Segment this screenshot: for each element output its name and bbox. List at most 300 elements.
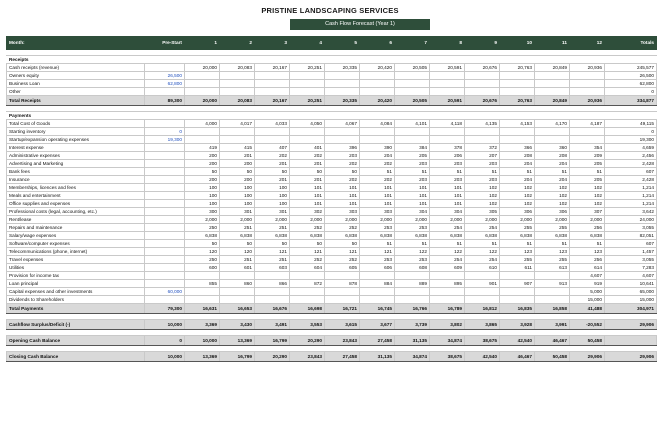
cell-value[interactable]: 50 bbox=[255, 240, 290, 248]
cell-value[interactable]: 50,458 bbox=[570, 336, 605, 346]
cell-value[interactable]: 121 bbox=[290, 248, 325, 256]
cell-value[interactable]: 20,000 bbox=[185, 96, 220, 106]
cell-value[interactable] bbox=[255, 80, 290, 88]
cell-value[interactable]: 3,677 bbox=[360, 320, 395, 330]
cell-value[interactable]: 4,000 bbox=[185, 120, 220, 128]
cell-value[interactable]: 202 bbox=[360, 176, 395, 184]
cell-value[interactable]: 6,838 bbox=[325, 232, 360, 240]
cell-value[interactable]: 250 bbox=[185, 224, 220, 232]
cell-value[interactable]: 255 bbox=[500, 256, 535, 264]
cell-value[interactable]: 20,251 bbox=[290, 64, 325, 72]
cell-value[interactable] bbox=[145, 144, 185, 152]
cell-value[interactable]: 6,838 bbox=[465, 232, 500, 240]
cell-value[interactable]: 120 bbox=[185, 248, 220, 256]
cell-value[interactable]: 3,642 bbox=[605, 208, 657, 216]
cell-value[interactable]: 101 bbox=[290, 184, 325, 192]
cell-value[interactable] bbox=[145, 152, 185, 160]
cell-value[interactable] bbox=[255, 88, 290, 96]
cell-value[interactable]: 102 bbox=[570, 200, 605, 208]
cell-value[interactable]: 101 bbox=[430, 192, 465, 200]
row-label[interactable]: Travel expenses bbox=[7, 256, 145, 264]
cell-value[interactable]: 2,000 bbox=[290, 216, 325, 224]
cell-value[interactable] bbox=[430, 72, 465, 80]
cell-value[interactable]: 51 bbox=[465, 240, 500, 248]
cell-value[interactable]: 101 bbox=[325, 184, 360, 192]
cell-value[interactable] bbox=[145, 280, 185, 288]
row-label[interactable]: Software/computer expenses bbox=[7, 240, 145, 248]
row-label[interactable]: Dividends to Shareholders bbox=[7, 296, 145, 304]
cell-value[interactable]: 102 bbox=[465, 184, 500, 192]
row-label[interactable]: Telecommunications (phone, internet) bbox=[7, 248, 145, 256]
cell-value[interactable]: 50 bbox=[325, 240, 360, 248]
cell-value[interactable]: 20,290 bbox=[255, 352, 290, 362]
cell-value[interactable]: 101 bbox=[360, 192, 395, 200]
cell-value[interactable] bbox=[465, 80, 500, 88]
cell-value[interactable]: 2,428 bbox=[605, 176, 657, 184]
cell-value[interactable]: 101 bbox=[360, 184, 395, 192]
cell-value[interactable] bbox=[535, 288, 570, 296]
cell-value[interactable]: 42,540 bbox=[465, 352, 500, 362]
cell-value[interactable]: 303 bbox=[325, 208, 360, 216]
cell-value[interactable]: 51 bbox=[535, 168, 570, 176]
cell-value[interactable]: 100 bbox=[255, 192, 290, 200]
cell-value[interactable]: 4,135 bbox=[465, 120, 500, 128]
cell-value[interactable] bbox=[145, 248, 185, 256]
cell-value[interactable]: 4,607 bbox=[605, 272, 657, 280]
cell-value[interactable] bbox=[220, 128, 255, 136]
cell-value[interactable]: 415 bbox=[220, 144, 255, 152]
cell-value[interactable] bbox=[360, 136, 395, 144]
cell-value[interactable]: 609 bbox=[430, 264, 465, 272]
cell-value[interactable] bbox=[145, 296, 185, 304]
cell-value[interactable] bbox=[185, 296, 220, 304]
cell-value[interactable]: 16,835 bbox=[500, 304, 535, 314]
cell-value[interactable]: 50 bbox=[290, 240, 325, 248]
cell-value[interactable]: 605 bbox=[325, 264, 360, 272]
row-label[interactable]: Memberships, licences and fees bbox=[7, 184, 145, 192]
cell-value[interactable] bbox=[325, 80, 360, 88]
cell-value[interactable] bbox=[290, 136, 325, 144]
cell-value[interactable]: 122 bbox=[430, 248, 465, 256]
cell-value[interactable]: 100 bbox=[220, 184, 255, 192]
cell-value[interactable]: 872 bbox=[290, 280, 325, 288]
cell-value[interactable]: 611 bbox=[500, 264, 535, 272]
cell-value[interactable]: 255 bbox=[535, 256, 570, 264]
cell-value[interactable]: 2,000 bbox=[255, 216, 290, 224]
row-label[interactable]: Cash receipts (revenue) bbox=[7, 64, 145, 72]
cell-value[interactable]: 102 bbox=[500, 200, 535, 208]
cell-value[interactable] bbox=[605, 336, 657, 346]
cell-value[interactable] bbox=[395, 288, 430, 296]
cell-value[interactable]: 46,467 bbox=[500, 352, 535, 362]
cell-value[interactable]: 29,906 bbox=[605, 352, 657, 362]
row-label[interactable]: Business Loan bbox=[7, 80, 145, 88]
cell-value[interactable]: 51 bbox=[360, 168, 395, 176]
cell-value[interactable]: 16,698 bbox=[290, 304, 325, 314]
cell-value[interactable] bbox=[500, 272, 535, 280]
cell-value[interactable]: 60,000 bbox=[145, 288, 185, 296]
cell-value[interactable]: 200 bbox=[220, 160, 255, 168]
cell-value[interactable]: 202 bbox=[325, 160, 360, 168]
cell-value[interactable]: 15,000 bbox=[570, 296, 605, 304]
cell-value[interactable]: 372 bbox=[465, 144, 500, 152]
cell-value[interactable]: 200 bbox=[220, 176, 255, 184]
cell-value[interactable]: 1,214 bbox=[605, 184, 657, 192]
cell-value[interactable]: 2,428 bbox=[605, 160, 657, 168]
cell-value[interactable]: 254 bbox=[465, 256, 500, 264]
cell-value[interactable]: 855 bbox=[185, 280, 220, 288]
cell-value[interactable] bbox=[220, 80, 255, 88]
cell-value[interactable]: 23,843 bbox=[290, 352, 325, 362]
row-label[interactable]: Repairs and maintenance bbox=[7, 224, 145, 232]
cell-value[interactable] bbox=[430, 128, 465, 136]
row-label[interactable]: Professional costs (legal, accounting, etc.) bbox=[7, 208, 145, 216]
cell-value[interactable]: 16,653 bbox=[220, 304, 255, 314]
cell-value[interactable] bbox=[360, 296, 395, 304]
cell-value[interactable]: 601 bbox=[220, 264, 255, 272]
cell-value[interactable]: 13,369 bbox=[185, 352, 220, 362]
cell-value[interactable]: 205 bbox=[570, 160, 605, 168]
cell-value[interactable]: 2,000 bbox=[570, 216, 605, 224]
cell-value[interactable] bbox=[255, 296, 290, 304]
cell-value[interactable]: 306 bbox=[535, 208, 570, 216]
cell-value[interactable]: 31,135 bbox=[360, 352, 395, 362]
cell-value[interactable]: 31,135 bbox=[395, 336, 430, 346]
cell-value[interactable]: 62,800 bbox=[145, 80, 185, 88]
cell-value[interactable]: 207 bbox=[465, 152, 500, 160]
cell-value[interactable]: 16,745 bbox=[360, 304, 395, 314]
cell-value[interactable]: 51 bbox=[360, 240, 395, 248]
cell-value[interactable]: 100 bbox=[255, 200, 290, 208]
cell-value[interactable]: 101 bbox=[430, 200, 465, 208]
cell-value[interactable]: 15,000 bbox=[605, 296, 657, 304]
cell-value[interactable] bbox=[500, 296, 535, 304]
cell-value[interactable] bbox=[145, 200, 185, 208]
cell-value[interactable] bbox=[535, 88, 570, 96]
cell-value[interactable]: 51 bbox=[570, 240, 605, 248]
row-label[interactable]: Starting inventory bbox=[7, 128, 145, 136]
cell-value[interactable]: 10,641 bbox=[605, 280, 657, 288]
cell-value[interactable] bbox=[220, 72, 255, 80]
cell-value[interactable]: 204 bbox=[500, 160, 535, 168]
cell-value[interactable] bbox=[395, 88, 430, 96]
cell-value[interactable]: 20,849 bbox=[535, 64, 570, 72]
cell-value[interactable]: 121 bbox=[325, 248, 360, 256]
cell-value[interactable]: 20,676 bbox=[465, 64, 500, 72]
cell-value[interactable]: 390 bbox=[360, 144, 395, 152]
cell-value[interactable]: 102 bbox=[535, 184, 570, 192]
cell-value[interactable]: 16,676 bbox=[255, 304, 290, 314]
cell-value[interactable]: 102 bbox=[570, 192, 605, 200]
cell-value[interactable]: 3,369 bbox=[185, 320, 220, 330]
cell-value[interactable]: 6,838 bbox=[430, 232, 465, 240]
cell-value[interactable] bbox=[185, 72, 220, 80]
cell-value[interactable]: 34,874 bbox=[430, 336, 465, 346]
cell-value[interactable]: 16,721 bbox=[325, 304, 360, 314]
cell-value[interactable] bbox=[290, 80, 325, 88]
cell-value[interactable]: 3,491 bbox=[255, 320, 290, 330]
cell-value[interactable]: 50 bbox=[220, 240, 255, 248]
cell-value[interactable]: 82,051 bbox=[605, 232, 657, 240]
cell-value[interactable]: 27,458 bbox=[360, 336, 395, 346]
cell-value[interactable] bbox=[500, 136, 535, 144]
cell-value[interactable] bbox=[325, 72, 360, 80]
cell-value[interactable]: 6,838 bbox=[185, 232, 220, 240]
cell-value[interactable]: 251 bbox=[220, 224, 255, 232]
row-label[interactable]: Provision for income tax bbox=[7, 272, 145, 280]
cell-value[interactable]: 208 bbox=[535, 152, 570, 160]
cell-value[interactable] bbox=[570, 88, 605, 96]
cell-value[interactable]: 907 bbox=[500, 280, 535, 288]
cell-value[interactable]: 204 bbox=[535, 176, 570, 184]
cell-value[interactable]: 51 bbox=[500, 240, 535, 248]
cell-value[interactable] bbox=[360, 72, 395, 80]
cell-value[interactable]: 250 bbox=[185, 256, 220, 264]
cell-value[interactable]: 6,838 bbox=[500, 232, 535, 240]
cell-value[interactable]: 203 bbox=[395, 160, 430, 168]
cell-value[interactable] bbox=[325, 136, 360, 144]
cell-value[interactable]: 200 bbox=[185, 152, 220, 160]
cell-value[interactable] bbox=[290, 272, 325, 280]
cell-value[interactable]: 255 bbox=[500, 224, 535, 232]
cell-value[interactable]: 20,591 bbox=[430, 64, 465, 72]
cell-value[interactable]: 307 bbox=[570, 208, 605, 216]
row-label[interactable]: Closing Cash Balance bbox=[7, 352, 145, 362]
cell-value[interactable]: 895 bbox=[430, 280, 465, 288]
cell-value[interactable]: 253 bbox=[395, 224, 430, 232]
cell-value[interactable]: 102 bbox=[465, 192, 500, 200]
cell-value[interactable]: 4,084 bbox=[360, 120, 395, 128]
row-label[interactable]: Interest expense bbox=[7, 144, 145, 152]
cell-value[interactable]: 6,838 bbox=[360, 232, 395, 240]
cell-value[interactable]: 29,906 bbox=[570, 352, 605, 362]
cell-value[interactable]: 913 bbox=[535, 280, 570, 288]
cell-value[interactable]: 51 bbox=[395, 168, 430, 176]
cell-value[interactable]: 6,838 bbox=[535, 232, 570, 240]
cell-value[interactable]: 100 bbox=[185, 192, 220, 200]
cell-value[interactable]: 19,300 bbox=[605, 136, 657, 144]
cell-value[interactable]: 102 bbox=[465, 200, 500, 208]
cell-value[interactable]: 608 bbox=[395, 264, 430, 272]
cell-value[interactable] bbox=[290, 88, 325, 96]
row-label[interactable]: Startup/expansion operating expenses bbox=[7, 136, 145, 144]
cell-value[interactable]: 366 bbox=[500, 144, 535, 152]
cell-value[interactable]: 252 bbox=[325, 224, 360, 232]
cell-value[interactable]: 251 bbox=[255, 256, 290, 264]
cell-value[interactable] bbox=[395, 272, 430, 280]
cell-value[interactable] bbox=[220, 88, 255, 96]
cell-value[interactable] bbox=[255, 136, 290, 144]
cell-value[interactable]: 0 bbox=[605, 88, 657, 96]
cell-value[interactable]: 252 bbox=[290, 256, 325, 264]
cell-value[interactable] bbox=[145, 184, 185, 192]
row-label[interactable]: Advertising and Marketing bbox=[7, 160, 145, 168]
cell-value[interactable]: 16,799 bbox=[220, 352, 255, 362]
cell-value[interactable] bbox=[465, 72, 500, 80]
cell-value[interactable]: 101 bbox=[395, 200, 430, 208]
cell-value[interactable]: 49,115 bbox=[605, 120, 657, 128]
cell-value[interactable]: 26,500 bbox=[145, 72, 185, 80]
cell-value[interactable]: 4,153 bbox=[500, 120, 535, 128]
cell-value[interactable]: 20,849 bbox=[535, 96, 570, 106]
cell-value[interactable]: 7,283 bbox=[605, 264, 657, 272]
cell-value[interactable]: 208 bbox=[500, 152, 535, 160]
cell-value[interactable]: 204 bbox=[500, 176, 535, 184]
cell-value[interactable]: 0 bbox=[145, 128, 185, 136]
cell-value[interactable] bbox=[535, 80, 570, 88]
cell-value[interactable]: 204 bbox=[535, 160, 570, 168]
cell-value[interactable]: 4,017 bbox=[220, 120, 255, 128]
cell-value[interactable]: 79,300 bbox=[145, 304, 185, 314]
row-label[interactable]: Total Cost of Goods bbox=[7, 120, 145, 128]
row-label[interactable]: Capital expenses and other investments bbox=[7, 288, 145, 296]
cell-value[interactable]: 3,991 bbox=[535, 320, 570, 330]
cell-value[interactable]: 4,067 bbox=[325, 120, 360, 128]
cell-value[interactable] bbox=[145, 216, 185, 224]
cell-value[interactable] bbox=[255, 128, 290, 136]
cell-value[interactable]: 50 bbox=[185, 168, 220, 176]
cell-value[interactable]: 100 bbox=[220, 192, 255, 200]
row-label[interactable]: Opening Cash Balance bbox=[7, 336, 145, 346]
cell-value[interactable]: 419 bbox=[185, 144, 220, 152]
cell-value[interactable]: 3,802 bbox=[430, 320, 465, 330]
row-label[interactable]: Other bbox=[7, 88, 145, 96]
cell-value[interactable] bbox=[500, 288, 535, 296]
cell-value[interactable]: 2,000 bbox=[395, 216, 430, 224]
cell-value[interactable] bbox=[360, 80, 395, 88]
cell-value[interactable]: 20,083 bbox=[220, 64, 255, 72]
cell-value[interactable]: 396 bbox=[325, 144, 360, 152]
cell-value[interactable]: 255 bbox=[535, 224, 570, 232]
cell-value[interactable] bbox=[325, 296, 360, 304]
cell-value[interactable]: 901 bbox=[465, 280, 500, 288]
cell-value[interactable] bbox=[465, 88, 500, 96]
cell-value[interactable]: 50 bbox=[185, 240, 220, 248]
row-label[interactable]: Rent/lease bbox=[7, 216, 145, 224]
row-label[interactable]: Office supplies and expenses bbox=[7, 200, 145, 208]
cell-value[interactable]: 203 bbox=[430, 176, 465, 184]
cell-value[interactable]: 4,659 bbox=[605, 144, 657, 152]
cell-value[interactable] bbox=[145, 272, 185, 280]
cell-value[interactable]: 205 bbox=[570, 176, 605, 184]
cell-value[interactable] bbox=[325, 288, 360, 296]
cell-value[interactable]: 16,789 bbox=[430, 304, 465, 314]
cell-value[interactable] bbox=[570, 136, 605, 144]
cell-value[interactable]: 121 bbox=[255, 248, 290, 256]
cell-value[interactable] bbox=[500, 72, 535, 80]
cell-value[interactable]: 209 bbox=[570, 152, 605, 160]
cell-value[interactable]: 201 bbox=[290, 160, 325, 168]
cell-value[interactable]: 3,553 bbox=[290, 320, 325, 330]
cell-value[interactable]: 121 bbox=[360, 248, 395, 256]
cell-value[interactable]: 51 bbox=[500, 168, 535, 176]
cell-value[interactable]: 201 bbox=[255, 176, 290, 184]
cell-value[interactable]: 205 bbox=[395, 152, 430, 160]
cell-value[interactable]: 256 bbox=[570, 224, 605, 232]
cell-value[interactable]: 16,812 bbox=[465, 304, 500, 314]
cell-value[interactable] bbox=[570, 80, 605, 88]
cell-value[interactable] bbox=[185, 128, 220, 136]
cell-value[interactable] bbox=[430, 88, 465, 96]
cell-value[interactable]: 360 bbox=[535, 144, 570, 152]
cell-value[interactable]: 304 bbox=[395, 208, 430, 216]
cell-value[interactable]: 203 bbox=[325, 152, 360, 160]
cell-value[interactable] bbox=[360, 272, 395, 280]
row-label[interactable]: Salary/wage expenses bbox=[7, 232, 145, 240]
cell-value[interactable]: 3,055 bbox=[605, 256, 657, 264]
cell-value[interactable]: 301 bbox=[255, 208, 290, 216]
cell-value[interactable]: 253 bbox=[360, 224, 395, 232]
cell-value[interactable]: 102 bbox=[500, 184, 535, 192]
cell-value[interactable]: 334,877 bbox=[605, 96, 657, 106]
cell-value[interactable] bbox=[145, 176, 185, 184]
cell-value[interactable]: 200 bbox=[185, 160, 220, 168]
cell-value[interactable]: 6,838 bbox=[290, 232, 325, 240]
cell-value[interactable] bbox=[535, 136, 570, 144]
cell-value[interactable]: 122 bbox=[465, 248, 500, 256]
cell-value[interactable]: 6,838 bbox=[395, 232, 430, 240]
cell-value[interactable]: 3,865 bbox=[465, 320, 500, 330]
cell-value[interactable] bbox=[395, 128, 430, 136]
cell-value[interactable] bbox=[430, 288, 465, 296]
cell-value[interactable] bbox=[145, 120, 185, 128]
cell-value[interactable]: 20,167 bbox=[255, 96, 290, 106]
cell-value[interactable]: 201 bbox=[255, 160, 290, 168]
row-label[interactable]: Total Payments bbox=[7, 304, 145, 314]
cell-value[interactable]: 62,800 bbox=[605, 80, 657, 88]
cell-value[interactable] bbox=[145, 160, 185, 168]
cell-value[interactable]: 1,214 bbox=[605, 200, 657, 208]
cell-value[interactable]: 20,000 bbox=[185, 64, 220, 72]
row-label[interactable]: Cashflow Surplus/Deficit (-) bbox=[7, 320, 145, 330]
cell-value[interactable]: 301 bbox=[220, 208, 255, 216]
cell-value[interactable]: 0 bbox=[605, 128, 657, 136]
cell-value[interactable]: 100 bbox=[185, 184, 220, 192]
cell-value[interactable]: 19,300 bbox=[145, 136, 185, 144]
cell-value[interactable] bbox=[360, 88, 395, 96]
cell-value[interactable]: 3,055 bbox=[605, 224, 657, 232]
cell-value[interactable] bbox=[255, 72, 290, 80]
cell-value[interactable] bbox=[395, 72, 430, 80]
cell-value[interactable]: 46,467 bbox=[535, 336, 570, 346]
cell-value[interactable] bbox=[465, 288, 500, 296]
cell-value[interactable]: 2,000 bbox=[185, 216, 220, 224]
cell-value[interactable]: 604 bbox=[290, 264, 325, 272]
cell-value[interactable]: 607 bbox=[605, 168, 657, 176]
cell-value[interactable]: 100 bbox=[185, 200, 220, 208]
cell-value[interactable]: 123 bbox=[570, 248, 605, 256]
cell-value[interactable]: 384 bbox=[395, 144, 430, 152]
cell-value[interactable]: 41,488 bbox=[570, 304, 605, 314]
cell-value[interactable] bbox=[185, 136, 220, 144]
cell-value[interactable]: 2,000 bbox=[465, 216, 500, 224]
cell-value[interactable]: 254 bbox=[430, 224, 465, 232]
cell-value[interactable]: 50,458 bbox=[535, 352, 570, 362]
cell-value[interactable] bbox=[290, 296, 325, 304]
cell-value[interactable]: 2,000 bbox=[500, 216, 535, 224]
cell-value[interactable]: 245,577 bbox=[605, 64, 657, 72]
cell-value[interactable]: 51 bbox=[535, 240, 570, 248]
cell-value[interactable]: 251 bbox=[220, 256, 255, 264]
cell-value[interactable]: 306 bbox=[500, 208, 535, 216]
cell-value[interactable] bbox=[535, 128, 570, 136]
cell-value[interactable] bbox=[185, 272, 220, 280]
cell-value[interactable] bbox=[535, 296, 570, 304]
cell-value[interactable]: 206 bbox=[430, 152, 465, 160]
cell-value[interactable]: 201 bbox=[220, 152, 255, 160]
cell-value[interactable]: 4,101 bbox=[395, 120, 430, 128]
cell-value[interactable] bbox=[430, 296, 465, 304]
